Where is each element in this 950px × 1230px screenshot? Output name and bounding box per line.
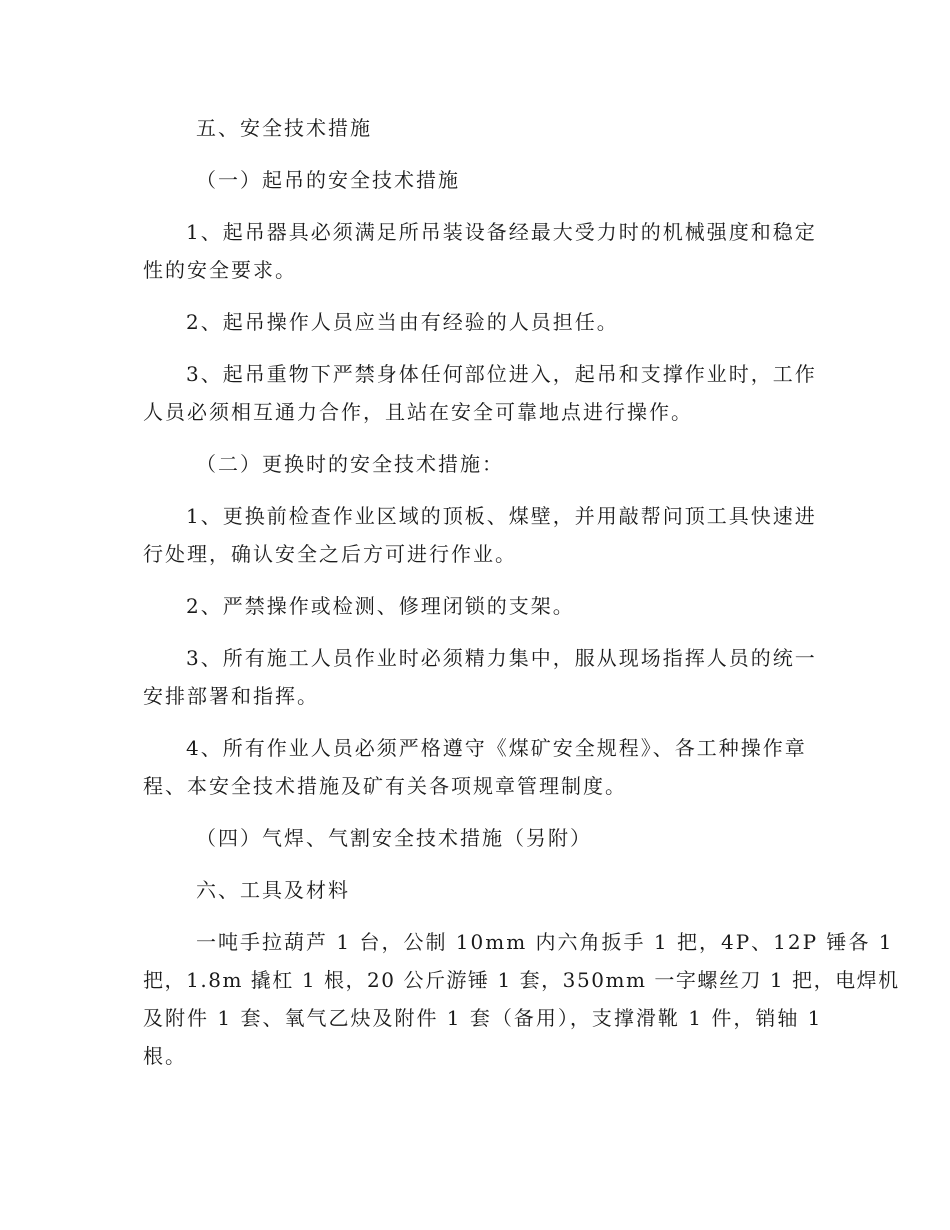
paragraph-line: 根。 <box>143 1044 187 1068</box>
paragraph-line: 2、起吊操作人员应当由有经验的人员担任。 <box>186 310 619 334</box>
section-heading-tools: 六、工具及材料 <box>196 878 350 902</box>
section-heading-safety-measures: 五、安全技术措施 <box>196 116 372 140</box>
paragraph-line: 2、严禁操作或检测、修理闭锁的支架。 <box>186 594 575 618</box>
paragraph-line: 及附件 1 套、氧气乙炔及附件 1 套（备用），支撑滑靴 1 件，销轴 1 <box>143 1006 823 1030</box>
paragraph-line: 4、所有作业人员必须严格遵守《煤矿安全规程》、各工种操作章 <box>186 736 807 760</box>
paragraph-line: 3、所有施工人员作业时必须精力集中，服从现场指挥人员的统一 <box>186 646 817 670</box>
paragraph-line: 一吨手拉葫芦 1 台，公制 10mm 内六角扳手 1 把，4P、12P 锤各 1 <box>196 930 894 954</box>
paragraph-line: 性的安全要求。 <box>143 258 297 282</box>
subsection-heading-lifting: （一）起吊的安全技术措施 <box>196 168 460 192</box>
paragraph-line: 1、更换前检查作业区域的顶板、煤壁，并用敲帮问顶工具快速进 <box>186 504 817 528</box>
paragraph-line: 把，1.8m 撬杠 1 根，20 公斤游锤 1 套，350mm 一字螺丝刀 1 把，电焊机 <box>143 968 900 992</box>
subsection-heading-welding: （四）气焊、气割安全技术措施（另附） <box>196 826 592 850</box>
paragraph-line: 3、起吊重物下严禁身体任何部位进入，起吊和支撑作业时，工作 <box>186 362 817 386</box>
paragraph-line: 安排部署和指挥。 <box>143 684 319 708</box>
subsection-heading-replacement: （二）更换时的安全技术措施： <box>196 452 504 476</box>
paragraph-line: 程、本安全技术措施及矿有关各项规章管理制度。 <box>143 774 627 798</box>
paragraph-line: 1、起吊器具必须满足所吊装设备经最大受力时的机械强度和稳定 <box>186 220 817 244</box>
paragraph-line: 人员必须相互通力合作，且站在安全可靠地点进行操作。 <box>143 400 693 424</box>
paragraph-line: 行处理，确认安全之后方可进行作业。 <box>143 542 517 566</box>
